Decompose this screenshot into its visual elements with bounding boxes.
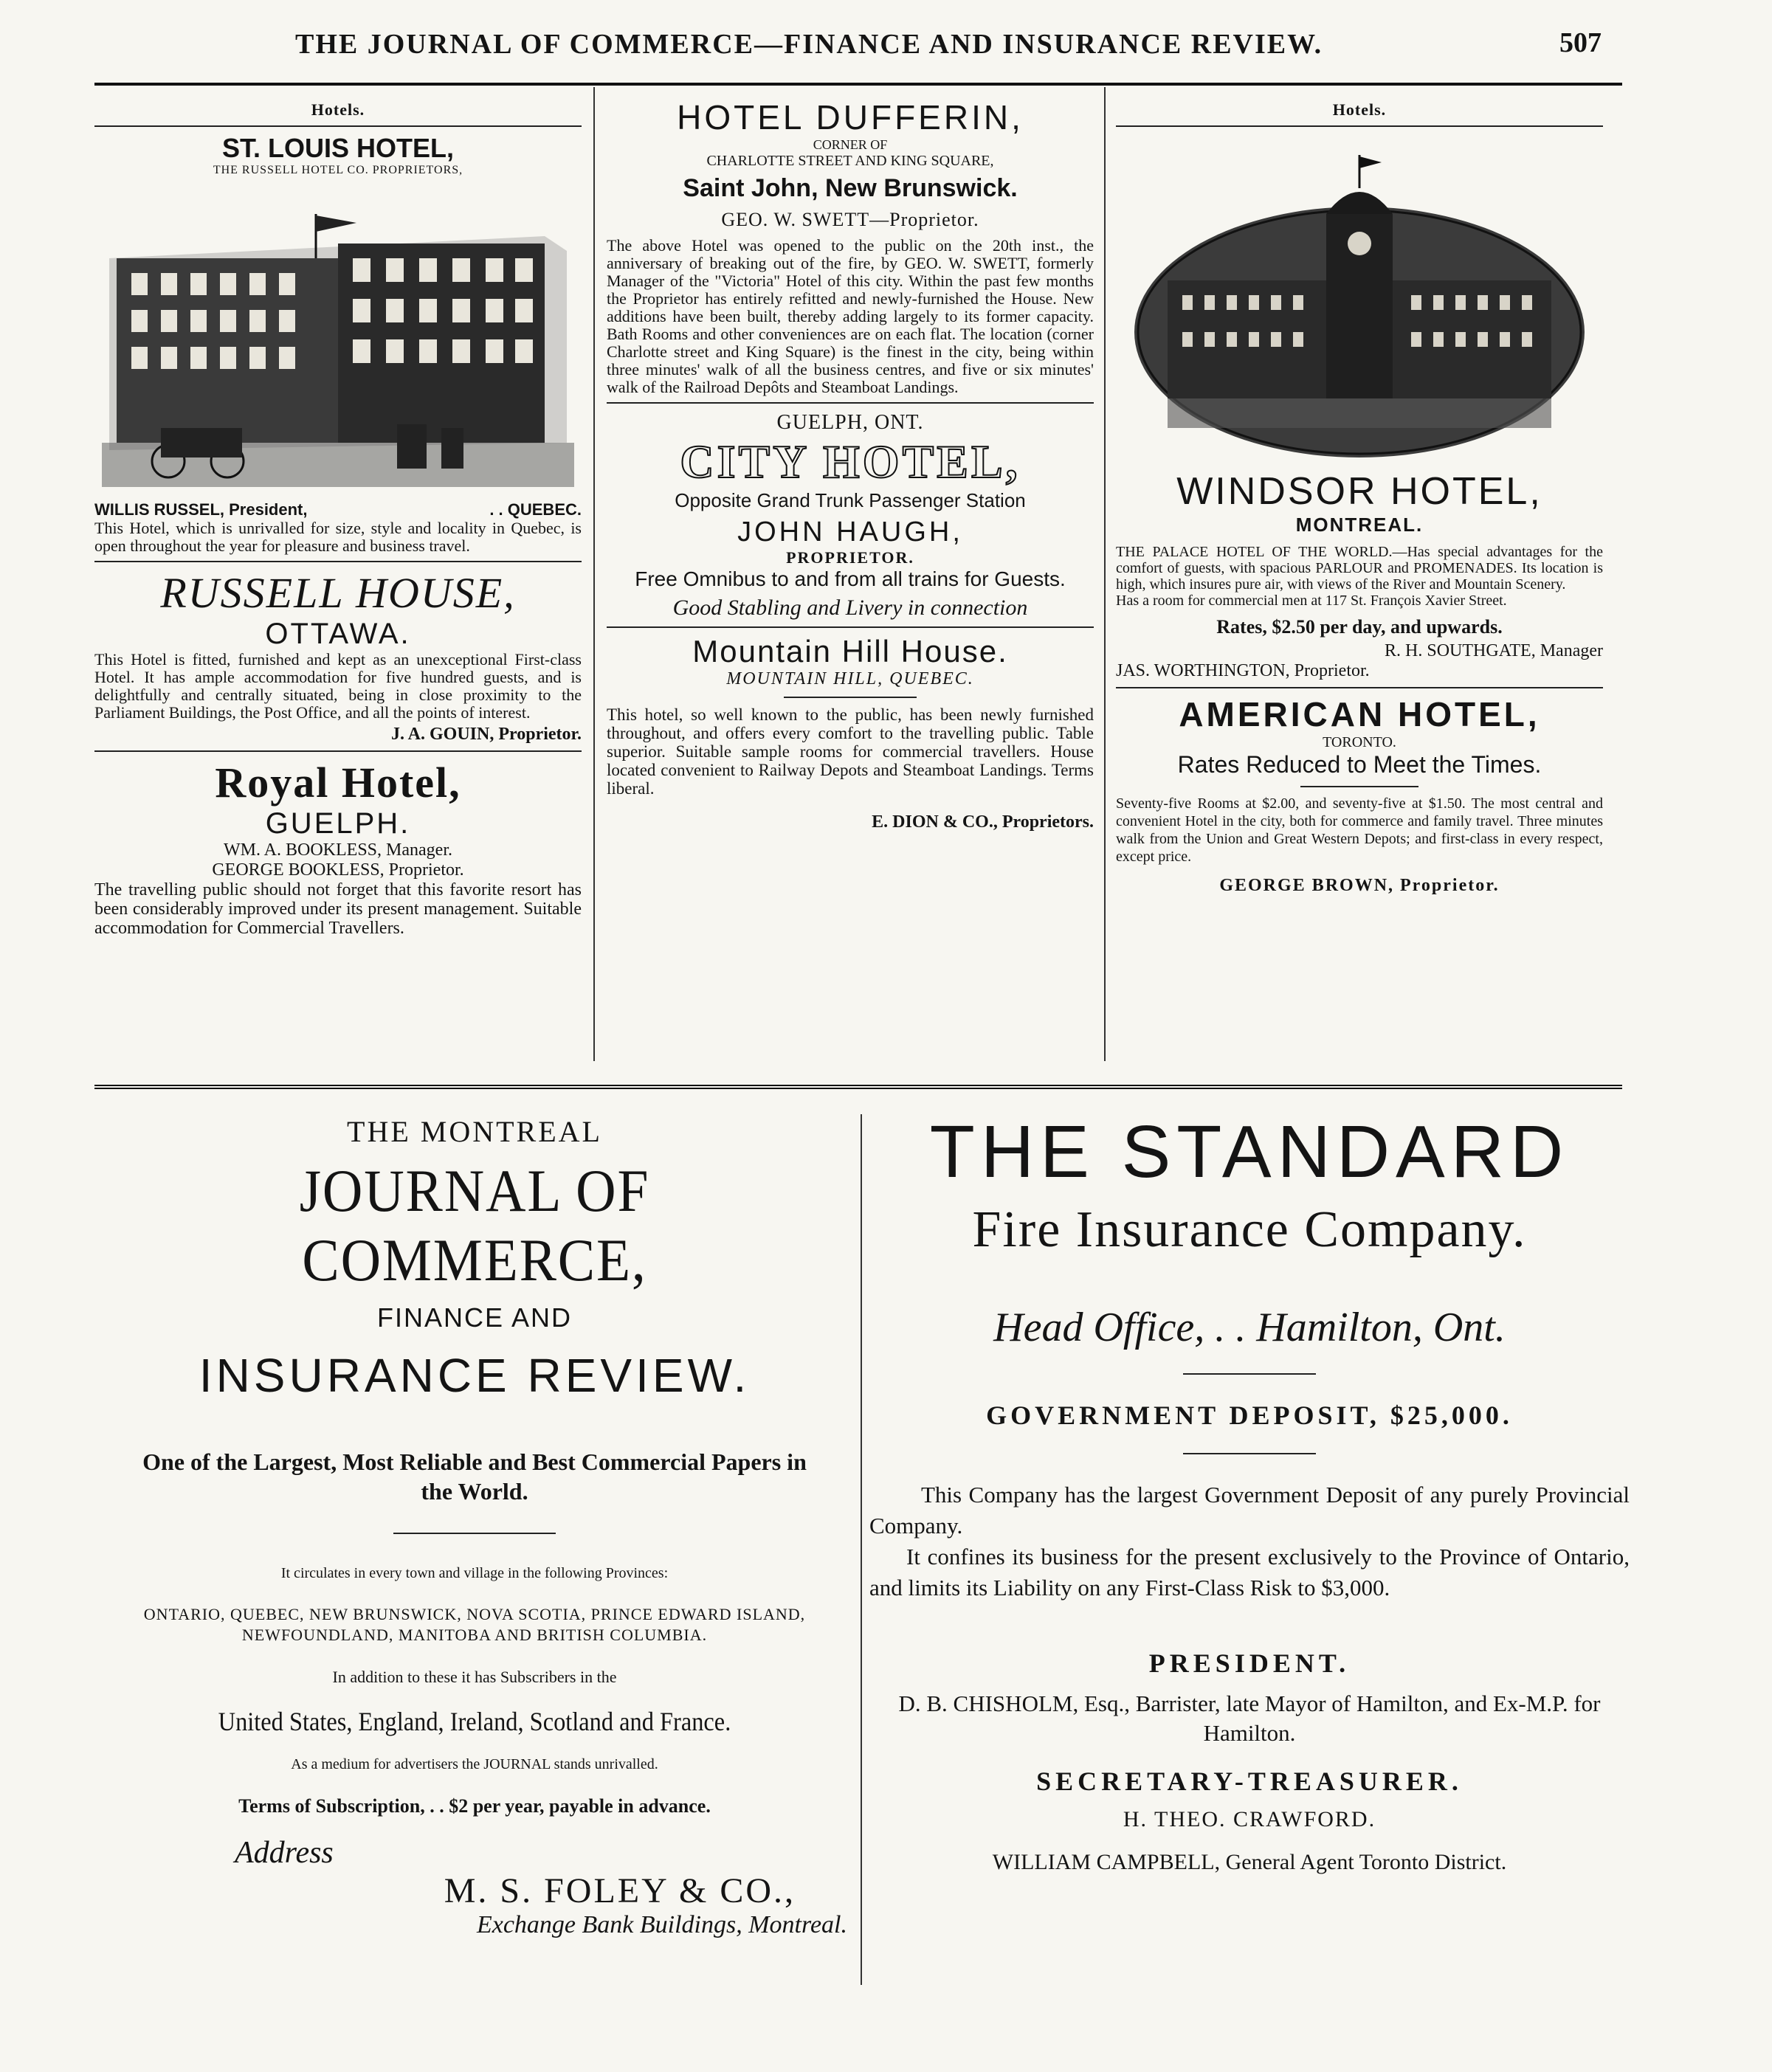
hotel-name: AMERICAN HOTEL, bbox=[1179, 695, 1540, 733]
ad-finance: FINANCE AND bbox=[376, 1302, 573, 1333]
column-divider bbox=[593, 87, 595, 1061]
hotel-description: This hotel, so well known to the public, has been newly furnished throughout, and offers every comfort to the travelling public. Table superior. Suitable sample rooms for commercial travellers. House located convenient to Railway Depots and Steamboat Landings. Terms liberal. bbox=[607, 705, 1094, 798]
divider bbox=[94, 561, 582, 562]
hotel-name: CITY HOTEL, bbox=[680, 435, 1021, 488]
ad-kicker: THE MONTREAL bbox=[347, 1115, 602, 1148]
divider bbox=[1300, 786, 1418, 787]
hotel-description: The above Hotel was opened to the public on the 20th inst., the anniversary of breaking out of the fire, by GEO. W. SWETT, formerly Manager of the "Victoria" Hotel of this city. Within the past few months the Proprietor has entirely refitted and newly-furnished the House. New additions have been built, thereby adding largely to its former capacity. Bath Rooms and other conveniences are on each flat. The location (corner Charlotte street and King Square) is the finest in the city, being within three minutes' walk of all the business centres, and five or six minutes' walk of the Railroad Depôts and Steamboat Landings. bbox=[607, 236, 1094, 396]
windsor-hotel-engraving bbox=[1123, 133, 1596, 465]
hotel-proprietor: GEORGE BROWN, Proprietor. bbox=[1219, 876, 1500, 895]
windsor-hotel-ad bbox=[1116, 469, 1603, 681]
ad-addition: In addition to these it has Subscribers in the bbox=[332, 1668, 617, 1686]
st-louis-hotel-ad bbox=[94, 133, 582, 555]
ad-head-office: Head Office, . . Hamilton, Ont. bbox=[993, 1305, 1506, 1350]
hotel-proprietor: JAS. WORTHINGTON, Proprietor. bbox=[1116, 661, 1370, 680]
hotel-description: This Hotel is fitted, furnished and kept as an unexceptional First-class Hotel. It has ample accommodation for five hundred guests, and is delightfully and centrally situated, being in close proximity to the Parliament Buildings, the Post Office, and all the points of interest. bbox=[94, 650, 582, 722]
divider bbox=[1183, 1373, 1316, 1375]
ad-countries: United States, England, Ireland, Scotland and France. bbox=[218, 1707, 731, 1736]
ad-terms: Terms of Subscription, . . $2 per year, payable in advance. bbox=[238, 1795, 711, 1817]
hotel-name: WINDSOR HOTEL, bbox=[1176, 470, 1542, 513]
hotel-city: . . QUEBEC. bbox=[489, 500, 582, 519]
hotel-description: The travelling public should not forget that this favorite resort has been considerably improved under its present management. Suitable accommodation for Commercial Travellers. bbox=[94, 880, 582, 938]
hotel-city: Saint John, New Brunswick. bbox=[683, 174, 1018, 202]
mountain-hill-house-ad bbox=[607, 634, 1094, 832]
hotel-description: THE PALACE HOTEL OF THE WORLD.—Has special advantages for the comfort of guests, with spacious PARLOUR and PROMENADES. Its location is high, which insures pure air, with views of the River and Mountain Scenery. bbox=[1116, 544, 1603, 593]
ad-medium: As a medium for advertisers the JOURNAL stands unrivalled. bbox=[291, 1756, 658, 1772]
ad-circulates: It circulates in every town and village in the following Provinces: bbox=[280, 1565, 669, 1581]
divider bbox=[784, 697, 917, 698]
ad-text-1: This Company has the largest Government Deposit of any purely Provincial Company. bbox=[869, 1482, 1630, 1539]
hotel-description: Seventy-five Rooms at $2.00, and seventy-five at $1.50. The most central and convenient Hotel in the city, both for commerce and family travel. Three minutes walk from the Union and Great Western Depots; and first-class in every respect, except price. bbox=[1116, 795, 1603, 865]
hotel-city: OTTAWA. bbox=[265, 618, 411, 650]
ad-agent: WILLIAM CAMPBELL, General Agent Toronto District. bbox=[992, 1850, 1507, 1874]
russell-house-ad bbox=[94, 568, 582, 745]
ad-president-label: PRESIDENT. bbox=[1148, 1648, 1351, 1678]
hotel-proprietor: E. DION & CO., Proprietors. bbox=[872, 812, 1094, 832]
journal-of-commerce-ad bbox=[94, 1107, 855, 1939]
hotel-name: RUSSELL HOUSE, bbox=[160, 569, 516, 617]
divider bbox=[94, 750, 582, 752]
hotel-owner: JOHN HAUGH, bbox=[737, 517, 963, 548]
hotel-city: MONTREAL. bbox=[1295, 514, 1424, 536]
city-hotel-ad bbox=[607, 411, 1094, 621]
hotel-city: GUELPH. bbox=[265, 807, 411, 840]
hotel-rates: Rates, $2.50 per day, and upwards. bbox=[1216, 616, 1503, 638]
divider bbox=[1183, 1453, 1316, 1454]
hotel-name: HOTEL DUFFERIN, bbox=[677, 98, 1024, 137]
top-rule bbox=[94, 83, 1622, 86]
column-divider bbox=[1104, 87, 1106, 1061]
ad-deposit: GOVERNMENT DEPOSIT, $25,000. bbox=[986, 1401, 1513, 1430]
ad-provinces: ONTARIO, QUEBEC, NEW BRUNSWICK, NOVA SCOTIA, PRINCE EDWARD ISLAND, NEWFOUNDLAND, MANITOBA AND BRITISH COLUMBIA. bbox=[143, 1605, 806, 1644]
column-middle bbox=[607, 91, 1094, 832]
divider bbox=[607, 402, 1094, 404]
hotel-city: TORONTO. bbox=[1323, 734, 1396, 750]
ad-secretary: H. THEO. CRAWFORD. bbox=[1123, 1807, 1376, 1831]
hotel-proprietor: GEO. W. SWETT—Proprietor. bbox=[721, 209, 979, 230]
ad-tagline: One of the Largest, Most Reliable and Best Commercial Papers in the World. bbox=[142, 1448, 807, 1505]
ad-publisher-address: Exchange Bank Buildings, Montreal. bbox=[476, 1911, 847, 1938]
hotel-description: This Hotel, which is unrivalled for size, style and locality in Quebec, is open throughout the year for pleasure and business travel. bbox=[94, 519, 582, 555]
column-divider bbox=[861, 1114, 862, 1985]
running-title: THE JOURNAL OF COMMERCE—FINANCE AND INSURANCE REVIEW. bbox=[295, 29, 1323, 60]
ad-president: D. B. CHISHOLM, Esq., Barrister, late Mayor of Hamilton, and Ex-M.P. for Hamilton. bbox=[898, 1691, 1601, 1746]
st-louis-hotel-engraving bbox=[102, 177, 574, 494]
hotel-city: MOUNTAIN HILL, QUEBEC. bbox=[726, 669, 974, 688]
divider bbox=[94, 125, 582, 127]
ad-title: THE STANDARD bbox=[929, 1111, 1570, 1193]
hotel-owners: THE RUSSELL HOTEL CO. PROPRIETORS, bbox=[213, 164, 463, 176]
omnibus-line: Free Omnibus to and from all trains for Guests. bbox=[635, 567, 1066, 590]
running-head bbox=[96, 22, 1602, 66]
hotel-name: Mountain Hill House. bbox=[692, 634, 1008, 669]
hotel-name: Royal Hotel, bbox=[215, 759, 461, 807]
owner-title: PROPRIETOR. bbox=[786, 548, 914, 567]
ad-text-2: It confines its business for the present exclusively to the Province of Ontario, and limits its Liability on any First-Class Risk to $3,000. bbox=[869, 1544, 1630, 1600]
hotel-city: GUELPH, ONT. bbox=[776, 411, 924, 434]
standard-insurance-ad bbox=[869, 1107, 1630, 1875]
ad-review: INSURANCE REVIEW. bbox=[199, 1349, 751, 1402]
ad-title: JOURNAL OF COMMERCE, bbox=[299, 1157, 650, 1294]
column-left bbox=[94, 91, 582, 938]
section-rule bbox=[94, 1085, 1622, 1089]
american-hotel-ad bbox=[1116, 694, 1603, 896]
ad-address-label: Address bbox=[235, 1836, 334, 1870]
ad-subtitle: Fire Insurance Company. bbox=[972, 1201, 1527, 1258]
section-label: Hotels. bbox=[311, 100, 365, 119]
hotel-manager: R. H. SOUTHGATE, Manager bbox=[1385, 641, 1603, 660]
page-number: 507 bbox=[1559, 27, 1602, 58]
divider bbox=[607, 626, 1094, 628]
hotel-commercial-room: Has a room for commercial men at 117 St. François Xavier Street. bbox=[1116, 593, 1507, 609]
hotel-dufferin-ad bbox=[607, 97, 1094, 396]
divider bbox=[1116, 125, 1603, 127]
hotel-proprietor: GEORGE BOOKLESS, Proprietor. bbox=[212, 860, 464, 880]
hotel-rates: Rates Reduced to Meet the Times. bbox=[1177, 751, 1542, 778]
hotel-proprietor: J. A. GOUIN, Proprietor. bbox=[391, 725, 582, 744]
divider bbox=[1116, 687, 1603, 688]
hotel-manager: WM. A. BOOKLESS, Manager. bbox=[224, 840, 452, 860]
hotel-location: Opposite Grand Trunk Passenger Station bbox=[675, 489, 1026, 511]
hotel-streets: CHARLOTTE STREET AND KING SQUARE, bbox=[706, 153, 994, 169]
divider bbox=[393, 1533, 556, 1534]
president-line: WILLIS RUSSEL, President, bbox=[94, 500, 308, 519]
section-label: Hotels. bbox=[1332, 100, 1387, 119]
ad-secretary-label: SECRETARY-TREASURER. bbox=[1036, 1767, 1463, 1796]
hotel-corner: CORNER OF bbox=[813, 137, 888, 152]
stabling-line: Good Stabling and Livery in connection bbox=[672, 595, 1028, 620]
column-right bbox=[1116, 91, 1603, 896]
hotel-name: ST. LOUIS HOTEL, bbox=[221, 133, 454, 163]
ad-publisher: M. S. FOLEY & CO., bbox=[444, 1871, 796, 1910]
royal-hotel-ad bbox=[94, 758, 582, 938]
